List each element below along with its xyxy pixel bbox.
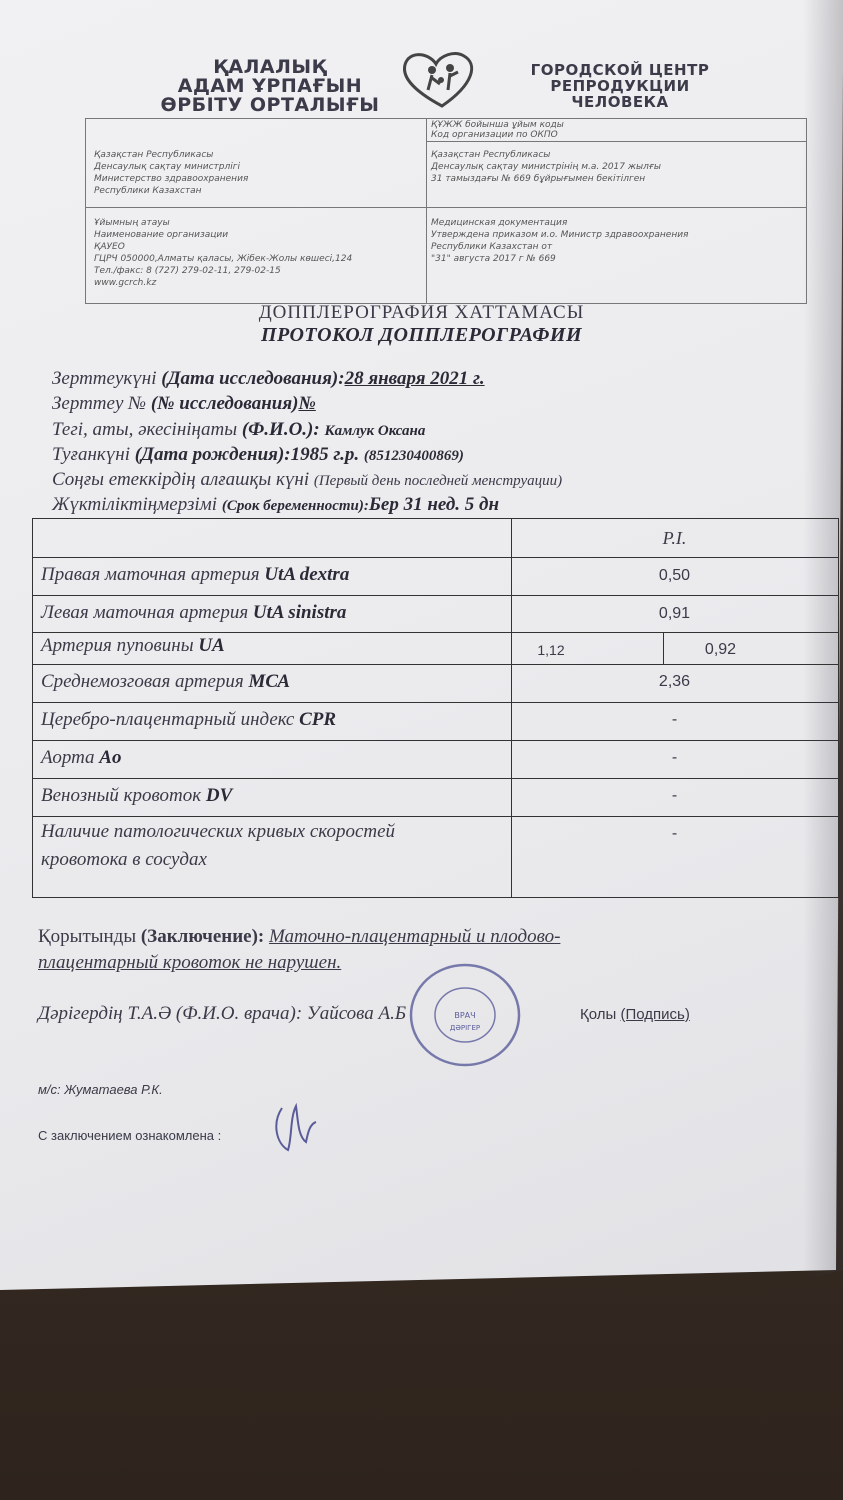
row-label: Левая маточная артерия xyxy=(41,602,249,623)
divider xyxy=(33,664,838,665)
title-kz: ДОППЛЕРОГРАФИЯ ХАТТАМАСЫ xyxy=(258,302,585,323)
field-lmp xyxy=(52,469,562,491)
divider xyxy=(33,740,838,741)
text-line: Ұйымның атауы xyxy=(94,218,170,228)
ministry-block xyxy=(94,149,248,197)
row-value: - xyxy=(671,825,678,842)
row-code: UA xyxy=(198,635,225,656)
doctor-name: Уайсова А.Б xyxy=(306,1003,407,1024)
svg-text:ВРАЧ: ВРАЧ xyxy=(454,1011,476,1020)
row-label: Среднемозговая артерия xyxy=(41,671,244,692)
divider xyxy=(33,595,838,596)
header-ru xyxy=(505,62,735,110)
text-line: Республики Казахстан от xyxy=(431,242,553,252)
table-row-label xyxy=(41,564,349,586)
row-label: Венозный кровоток xyxy=(41,785,202,806)
text-line: "31" августа 2017 г № 669 xyxy=(431,254,556,264)
field-label: (№ исследования) xyxy=(150,393,299,414)
okpo-ru: Код организации по ОКПО xyxy=(431,130,558,140)
organization-block xyxy=(94,217,352,289)
field-fio xyxy=(52,419,425,441)
divider xyxy=(33,816,838,817)
row-value: 0,92 xyxy=(704,641,737,658)
field-value: (851230400869) xyxy=(363,448,464,464)
divider xyxy=(86,207,806,208)
field-value: Камлук Оксана xyxy=(324,423,426,439)
field-term xyxy=(52,494,499,516)
field-value: Бер 31 нед. 5 дн xyxy=(368,494,500,515)
text-line: Қазақстан Республикасы xyxy=(94,150,214,160)
signature-ru: (Подпись) xyxy=(620,1006,690,1023)
row-label: Аорта xyxy=(41,747,95,768)
conclusion xyxy=(38,926,560,948)
field-label: (Первый день последней менструации) xyxy=(313,473,563,489)
divider xyxy=(33,557,838,558)
field-label: Жүктіліктіңмерзімі xyxy=(52,494,218,515)
divider xyxy=(33,778,838,779)
field-date xyxy=(52,368,485,390)
row-label: Церебро-плацентарный индекс xyxy=(41,709,295,730)
field-label: (Дата исследования): xyxy=(161,368,345,389)
field-label: (Ф.И.О.): xyxy=(241,419,320,440)
header-ru-line: ЧЕЛОВЕКА xyxy=(571,93,669,111)
text-line: www.gcrch.kz xyxy=(94,278,157,288)
table-row-label xyxy=(41,785,232,807)
field-number xyxy=(52,393,316,415)
med-doc-block xyxy=(431,217,688,265)
text-line: Республики Казахстан xyxy=(94,186,202,196)
text-line: Медицинская документация xyxy=(431,218,568,228)
title-ru: ПРОТОКОЛ ДОППЛЕРОГРАФИИ xyxy=(260,324,583,346)
nurse-line: м/с: Жуматаева Р.К. xyxy=(38,1082,163,1097)
table-row-label xyxy=(41,709,336,731)
row-code: UtA dextra xyxy=(264,564,350,585)
text-line: Денсаулық сақтау министрінің м.а. 2017 жылғы xyxy=(431,162,661,172)
field-label: Зерттеу № xyxy=(52,393,147,414)
info-table xyxy=(85,118,807,304)
divider xyxy=(426,141,806,142)
row-code: UtA sinistra xyxy=(252,602,347,623)
divider xyxy=(33,632,838,633)
signature-label xyxy=(580,1006,690,1023)
row-label: Правая маточная артерия xyxy=(41,564,260,585)
conclusion-label: Қорытынды xyxy=(38,926,137,947)
patient-signature-icon xyxy=(262,1098,322,1158)
conclusion-label: (Заключение): xyxy=(140,926,265,947)
text-line: ГЦРЧ 050000,Алматы қаласы, Жібек-Жолы көшесі,124 xyxy=(94,254,353,264)
row-value: 2,36 xyxy=(658,673,691,690)
row-value: - xyxy=(671,711,678,728)
divider xyxy=(426,119,427,303)
field-value: № xyxy=(298,393,316,414)
doctor-label: Дәрігердің Т.А.Ә (Ф.И.О. врача): xyxy=(38,1003,303,1024)
text-line: Қазақстан Республикасы xyxy=(431,150,551,160)
text-line: Наименование организации xyxy=(94,230,229,240)
conclusion-line-2 xyxy=(38,952,341,974)
text-line: Министерство здравоохранения xyxy=(94,174,249,184)
table-row-label xyxy=(41,671,290,693)
acknowledged-line: С заключением ознакомлена : xyxy=(38,1128,222,1143)
text-line: ҚАУЕО xyxy=(94,242,125,252)
header-ru-line: РЕПРОДУКЦИИ xyxy=(550,77,690,95)
column-header-pi: P.I. xyxy=(662,528,687,548)
divider xyxy=(33,702,838,703)
okpo-kz: ҚҰЖЖ бойынша ұйым коды xyxy=(431,120,564,130)
header-kz-line: АДАМ ҰРПАҒЫН xyxy=(177,75,363,97)
doctor-line xyxy=(38,1003,406,1025)
signature-kz: Қолы xyxy=(580,1006,617,1023)
text-line: Утверждена приказом и.о. Министр здравоохранения xyxy=(431,230,689,240)
row-value: - xyxy=(671,787,678,804)
table-row-label xyxy=(41,602,346,624)
svg-text:ДӘРІГЕР: ДӘРІГЕР xyxy=(449,1024,481,1032)
field-value: 28 января 2021 г. xyxy=(344,368,485,389)
text-line: Денсаулық сақтау министрлігі xyxy=(94,162,240,172)
conclusion-text: плацентарный кровоток не нарушен. xyxy=(38,952,342,973)
row-value: - xyxy=(671,749,678,766)
header-kz xyxy=(150,58,390,115)
row-code: DV xyxy=(205,785,233,806)
row-value: 0,50 xyxy=(658,567,691,584)
text-line: Тел./факс: 8 (727) 279-02-11, 279-02-15 xyxy=(94,266,281,276)
conclusion-text: Маточно-плацентарный и плодово- xyxy=(269,926,561,947)
field-dob xyxy=(52,444,464,466)
doctor-stamp-icon xyxy=(405,960,525,1070)
row-value: 1,12 xyxy=(537,642,565,658)
header-ru-line: ГОРОДСКОЙ ЦЕНТР xyxy=(530,61,710,79)
header-kz-line: ӨРБІТУ ОРТАЛЫҒЫ xyxy=(160,94,380,116)
table-row-label xyxy=(41,747,121,769)
row-code: CPR xyxy=(299,709,337,730)
row-value: 0,91 xyxy=(658,605,691,622)
order-kz-block xyxy=(431,149,661,185)
row-code: Ao xyxy=(99,747,122,768)
row-label: Артерия пуповины xyxy=(41,635,194,656)
table-row-label: кровотока в сосудах xyxy=(41,849,207,870)
field-label: (Дата рождения): xyxy=(134,444,291,465)
header-kz-line: ҚАЛАЛЫҚ xyxy=(213,56,327,78)
text-line: 31 тамыздағы № 669 бұйрығымен бекітілген xyxy=(431,174,646,184)
table-row-label: Наличие патологических кривых скоростей xyxy=(41,821,396,842)
field-label: Туғанкүні xyxy=(52,444,130,465)
field-label: (Срок беременности): xyxy=(221,498,369,514)
center-logo-icon xyxy=(392,50,492,110)
doppler-table xyxy=(32,518,839,898)
field-label: Зерттеукүні xyxy=(52,368,157,389)
table-row-label xyxy=(41,635,225,657)
field-label: Соңғы етеккірдің алғашқы күні xyxy=(52,469,310,490)
row-code: МСА xyxy=(248,671,291,692)
field-label: Тегі, аты, әкесініңаты xyxy=(52,419,238,440)
field-value: 1985 г.р. xyxy=(290,444,360,465)
